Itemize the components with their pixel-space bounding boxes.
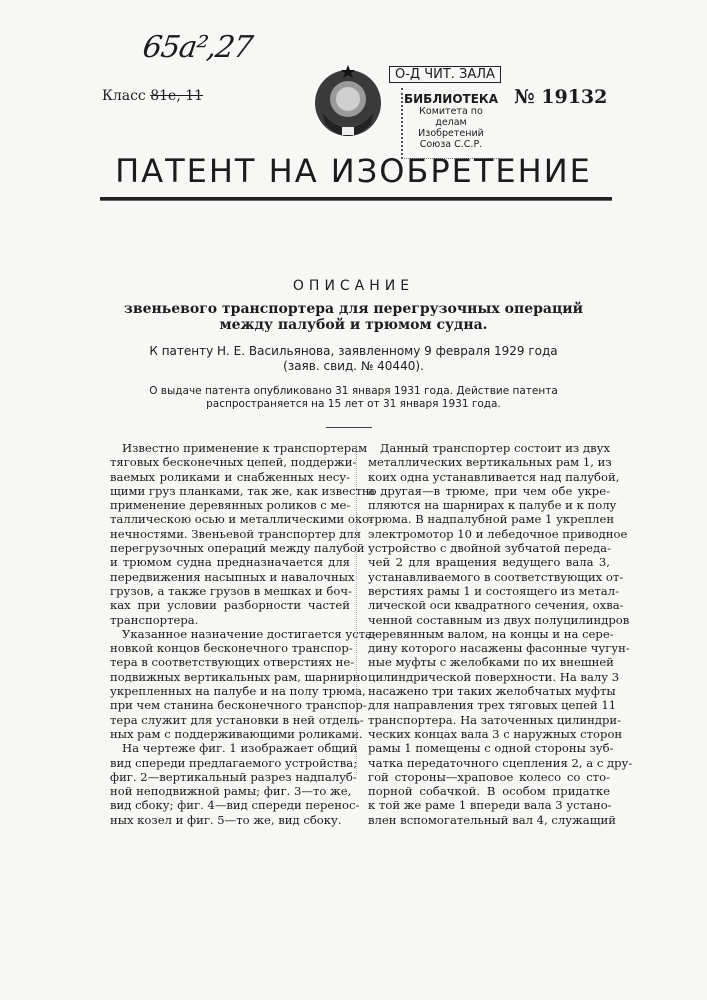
stamp-library: БИБЛИОТЕКА (403, 92, 499, 106)
text-line: насажено три таких желобчатых муфты (368, 684, 610, 698)
text-line: тера служит для установки в ней отдель- (110, 713, 350, 727)
text-line: дину которого насажены фасонные чугун- (368, 641, 610, 655)
text-line: вид сбоку; фиг. 4—вид спереди перенос- (110, 798, 350, 812)
handwritten-class-note: 65a²,27 (141, 30, 255, 65)
description-heading: ОПИСАНИЕ (0, 278, 707, 294)
text-line: На чертеже фиг. 1 изображает общий (110, 741, 350, 755)
text-line: новкой концов бесконечного транспор- (110, 641, 350, 655)
text-line: ные муфты с желобками по их внешней (368, 655, 610, 669)
text-line: металлических вертикальных рам 1, из (368, 455, 610, 469)
ussr-emblem-icon (312, 63, 384, 141)
stamp-line: делам Изобретений (403, 117, 499, 139)
class-label: Класс (102, 88, 146, 104)
text-line: Указанное назначение достигается уста- (110, 627, 350, 641)
column-separator (356, 445, 357, 775)
text-line: ках при условии разборности частей (110, 598, 350, 612)
text-line: грузов, а также грузов в мешках и боч- (110, 584, 350, 598)
text-line: коих одна устанавливается над палубой, (368, 470, 610, 484)
text-line: ных рам с поддерживающими роликами. (110, 727, 350, 741)
patent-number: № 19132 (514, 86, 607, 108)
text-line: ваемых роликами и снабженных несу- (110, 470, 350, 484)
text-line: таллическою осью и металлическими око- (110, 512, 350, 526)
stamp-body (401, 88, 499, 159)
text-line: Данный транспортер состоит из двух (368, 441, 610, 455)
publication-line: О выдаче патента опубликовано 31 января 1931 года. Действие патента (0, 385, 707, 398)
text-line: для направления трех тяговых цепей 11 (368, 698, 610, 712)
text-line: укрепленных на палубе и на полу трюма, (110, 684, 350, 698)
left-text-column (110, 441, 350, 827)
text-line: при чем станина бесконечного транспор- (110, 698, 350, 712)
text-line: электромотор 10 и лебедочное приводное (368, 527, 610, 541)
patentee-line: К патенту Н. Е. Васильянова, заявленному 9 февраля 1929 года (0, 344, 707, 359)
text-line: устройство с двойной зубчатой переда- (368, 541, 610, 555)
publication-info (0, 385, 707, 410)
text-line: устанавливаемого в соответствующих от- (368, 570, 610, 584)
text-line: транспортера. На заточенных цилиндри- (368, 713, 610, 727)
text-line: перегрузочных операций между палубой (110, 541, 350, 555)
stamp-reading-room: О-Д ЧИТ. ЗАЛА (389, 66, 501, 83)
subtitle-line: звеньевого транспортера для перегрузочных операций (0, 301, 707, 317)
text-line: рамы 1 помещены с одной стороны зуб- (368, 741, 610, 755)
title-rule (100, 197, 612, 201)
subtitle-line: между палубой и трюмом судна. (0, 317, 707, 333)
text-line: влен вспомогательный вал 4, служащий (368, 813, 610, 827)
text-line: ченной составным из двух полуцилиндров (368, 613, 610, 627)
text-line: пляются на шарнирах к палубе и к полу (368, 498, 610, 512)
class-line (102, 88, 203, 104)
text-line: нечностями. Звеньевой транспортер для (110, 527, 350, 541)
text-line: а другая—в трюме, при чем обе укре- (368, 484, 610, 498)
text-line: вид спереди предлагаемого устройства; (110, 756, 350, 770)
text-line: к той же раме 1 впереди вала 3 устано- (368, 798, 610, 812)
text-line: транспортера. (110, 613, 350, 627)
patentee-info (0, 344, 707, 374)
text-line: Известно применение к транспортерам (110, 441, 350, 455)
text-line: применение деревянных роликов с ме- (110, 498, 350, 512)
text-line: гой стороны—храповое колесо со сто- (368, 770, 610, 784)
text-line: тяговых бесконечных цепей, поддержи- (110, 455, 350, 469)
section-divider (326, 427, 372, 428)
text-line: ных козел и фиг. 5—то же, вид сбоку. (110, 813, 350, 827)
right-text-column (368, 441, 610, 827)
text-line: ческих концах вала 3 с наружных сторон (368, 727, 610, 741)
text-line: лической оси квадратного сечения, охва- (368, 598, 610, 612)
text-line: чатка передаточного сцепления 2, а с дру- (368, 756, 610, 770)
class-struck-value: 81е, 11 (150, 88, 203, 104)
text-line: передвижения насыпных и навалочных (110, 570, 350, 584)
text-line: цилиндрической поверхности. На валу 3 (368, 670, 610, 684)
page-title: ПАТЕНТ НА ИЗОБРЕТЕНИЕ (0, 152, 707, 190)
text-line: порной собачкой. В особом придатке (368, 784, 610, 798)
text-line: фиг. 2—вертикальный разрез надпалуб- (110, 770, 350, 784)
text-line: тера в соответствующих отверстиях не- (110, 655, 350, 669)
text-line: чей 2 для вращения ведущего вала 3, (368, 555, 610, 569)
text-line: верстиях рамы 1 и состоящего из метал- (368, 584, 610, 598)
description-subtitle (0, 301, 707, 333)
text-line: подвижных вертикальных рам, шарнирно (110, 670, 350, 684)
text-line: ной неподвижной рамы; фиг. 3—то же, (110, 784, 350, 798)
library-stamp (393, 66, 497, 158)
text-line: щими груз планками, так же, как известно (110, 484, 350, 498)
stamp-line: Комитета по (403, 106, 499, 117)
text-line: трюма. В надпалубной раме 1 укреплен (368, 512, 610, 526)
stamp-line: Союза С.С.Р. (403, 139, 499, 150)
publication-line: распространяется на 15 лет от 31 января 1931 года. (0, 398, 707, 411)
text-line: деревянным валом, на концы и на сере- (368, 627, 610, 641)
text-line: и трюмом судна предназначается для (110, 555, 350, 569)
patentee-line: (заяв. свид. № 40440). (0, 359, 707, 374)
